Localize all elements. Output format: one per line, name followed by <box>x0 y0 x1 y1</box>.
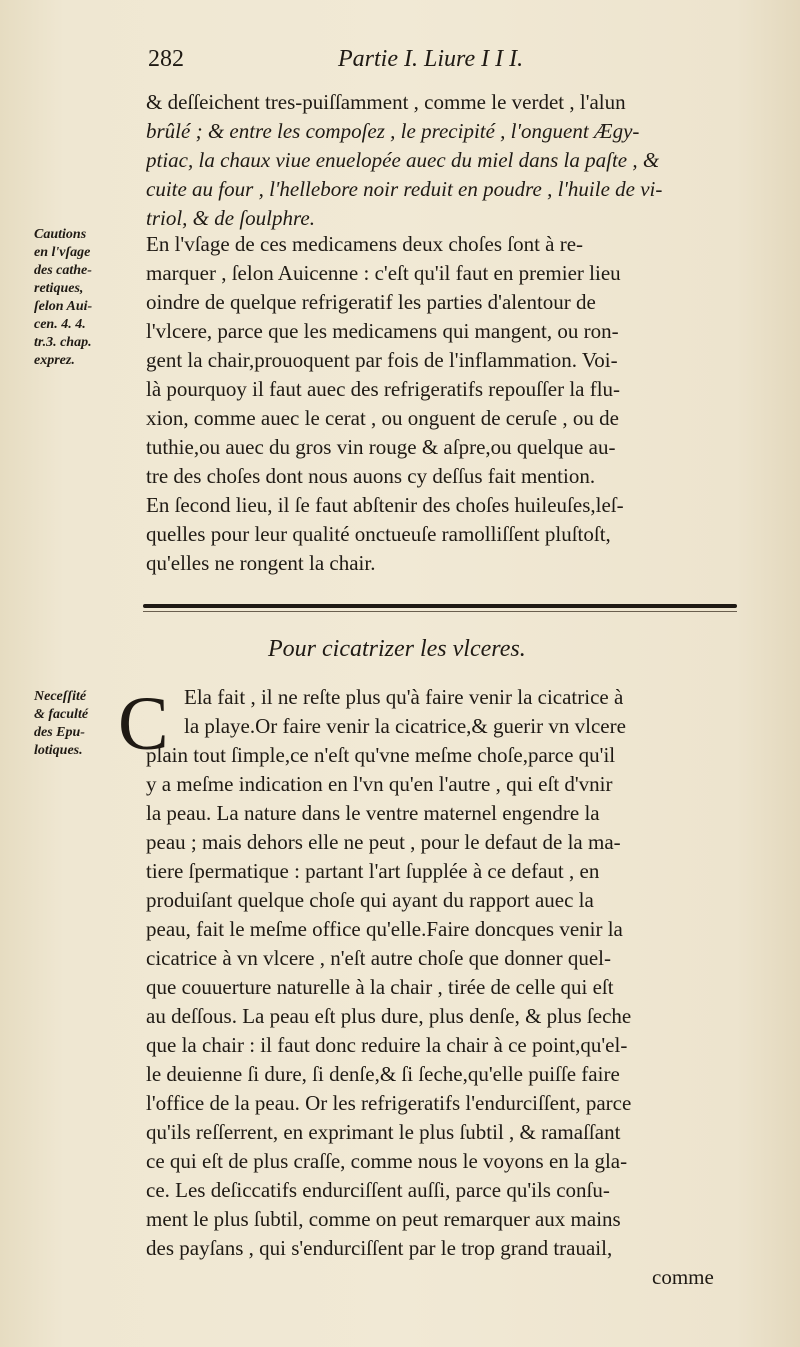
text-line: plain tout ſimple,ce n'eſt qu'vne meſme choſe,parce qu'il <box>146 743 616 767</box>
margin-note-line: des cathe- <box>34 263 92 278</box>
margin-note-line: des Epu- <box>34 725 85 740</box>
margin-note-line: retiques, <box>34 281 84 296</box>
margin-note-line: Neceſſité <box>34 689 87 704</box>
margin-note-line: exprez. <box>34 353 75 368</box>
text-line: triol, & de ſoulphre. <box>146 206 315 230</box>
text-line: xion, comme auec le cerat , ou onguent de ceruſe , ou de <box>146 406 619 430</box>
text-line: tre des choſes dont nous auons cy deſſus fait mention. <box>146 464 596 488</box>
text-line: la playe.Or faire venir la cicatrice,& guerir vn vlcere <box>184 714 626 738</box>
margin-note-line: Cautions <box>34 227 87 242</box>
text-line: l'office de la peau. Or les refrigeratifs l'endurciſſent, parce <box>146 1091 632 1115</box>
text-line: peau, fait le meſme office qu'elle.Faire doncques venir la <box>146 917 623 941</box>
text-line: oindre de quelque refrigeratif les parties d'alentour de <box>146 290 596 314</box>
text-line: ptiac, la chaux viue enuelopée auec du miel dans la paſte , & <box>146 148 660 172</box>
section-rule-thin <box>143 611 737 612</box>
text-line: tuthie,ou auec du gros vin rouge & aſpre,ou quelque au- <box>146 435 616 459</box>
text-line: que couuerture naturelle à la chair , tirée de celle qui eſt <box>146 975 614 999</box>
text-line: la peau. La nature dans le ventre maternel engendre la <box>146 801 600 825</box>
section-title: Pour cicatrizer les vlceres. <box>268 636 526 662</box>
text-line: là pourquoy il faut auec des refrigeratifs repouſſer la flu- <box>146 377 621 401</box>
text-line: ment le plus ſubtil, comme on peut remarquer aux mains <box>146 1207 621 1231</box>
margin-note-necessite <box>34 688 144 760</box>
text-line: qu'ils reſſerrent, en exprimant le plus ſubtil , & ramaſſant <box>146 1120 621 1144</box>
text-line: En l'vſage de ces medicamens deux choſes ſont à re- <box>146 232 584 256</box>
margin-note-line: lotiques. <box>34 743 83 758</box>
text-line: brûlé ; & entre les compoſez , le precipité , l'onguent Ægy- <box>146 119 640 143</box>
text-line: y a meſme indication en l'vn qu'en l'autre , qui eſt d'vnir <box>146 772 613 796</box>
margin-note-line: ſelon Aui- <box>34 299 93 314</box>
text-line: En ſecond lieu, il ſe faut abſtenir des choſes huileuſes,leſ- <box>146 493 624 517</box>
catchword: comme <box>652 1265 714 1289</box>
margin-note-line: & faculté <box>34 707 89 722</box>
text-line: des payſans , qui s'endurciſſent par le trop grand trauail, <box>146 1236 613 1260</box>
text-line: cicatrice à vn vlcere , n'eſt autre choſe que donner quel- <box>146 946 611 970</box>
text-line: qu'elles ne rongent la chair. <box>146 551 376 575</box>
text-line: marquer , ſelon Auicenne : c'eſt qu'il faut en premier lieu <box>146 261 621 285</box>
text-line: ce. Les deſiccatifs endurciſſent auſſi, parce qu'ils conſu- <box>146 1178 610 1202</box>
page-number: 282 <box>148 46 184 72</box>
text-line: ce qui eſt de plus craſſe, comme nous le voyons en la gla- <box>146 1149 628 1173</box>
text-line: que la chair : il faut donc reduire la chair à ce point,qu'el- <box>146 1033 628 1057</box>
running-title: Partie I. Liure I I I. <box>338 46 524 72</box>
section-rule <box>143 604 737 608</box>
margin-note-cautions <box>34 226 144 370</box>
text-line: quelles pour leur qualité onctueuſe ramolliſſent pluſtoſt, <box>146 522 611 546</box>
text-line: Ela fait , il ne reſte plus qu'à faire venir la cicatrice à <box>184 685 624 709</box>
text-line: peau ; mais dehors elle ne peut , pour le defaut de la ma- <box>146 830 621 854</box>
margin-note-line: tr.3. chap. <box>34 335 92 350</box>
text-line: au deſſous. La peau eſt plus dure, plus denſe, & plus ſeche <box>146 1004 632 1028</box>
text-line: cuite au four , l'hellebore noir reduit en poudre , l'huile de vi- <box>146 177 663 201</box>
text-line: tiere ſpermatique : partant l'art ſupplée à ce defaut , en <box>146 859 600 883</box>
text-line: gent la chair,prouoquent par fois de l'inflammation. Voi- <box>146 348 618 372</box>
text-line: l'vlcere, parce que les medicamens qui mangent, ou ron- <box>146 319 619 343</box>
text-line: & deſſeichent tres-puiſſamment , comme le verdet , l'alun <box>146 90 626 114</box>
margin-note-line: en l'vſage <box>34 245 91 260</box>
text-line: le deuienne ſi dure, ſi denſe,& ſi ſeche,qu'elle puiſſe faire <box>146 1062 620 1086</box>
text-line: produiſant quelque choſe qui ayant du rapport auec la <box>146 888 594 912</box>
drop-cap: C <box>118 682 169 766</box>
margin-note-line: cen. 4. 4. <box>34 317 86 332</box>
page-header <box>148 46 668 82</box>
